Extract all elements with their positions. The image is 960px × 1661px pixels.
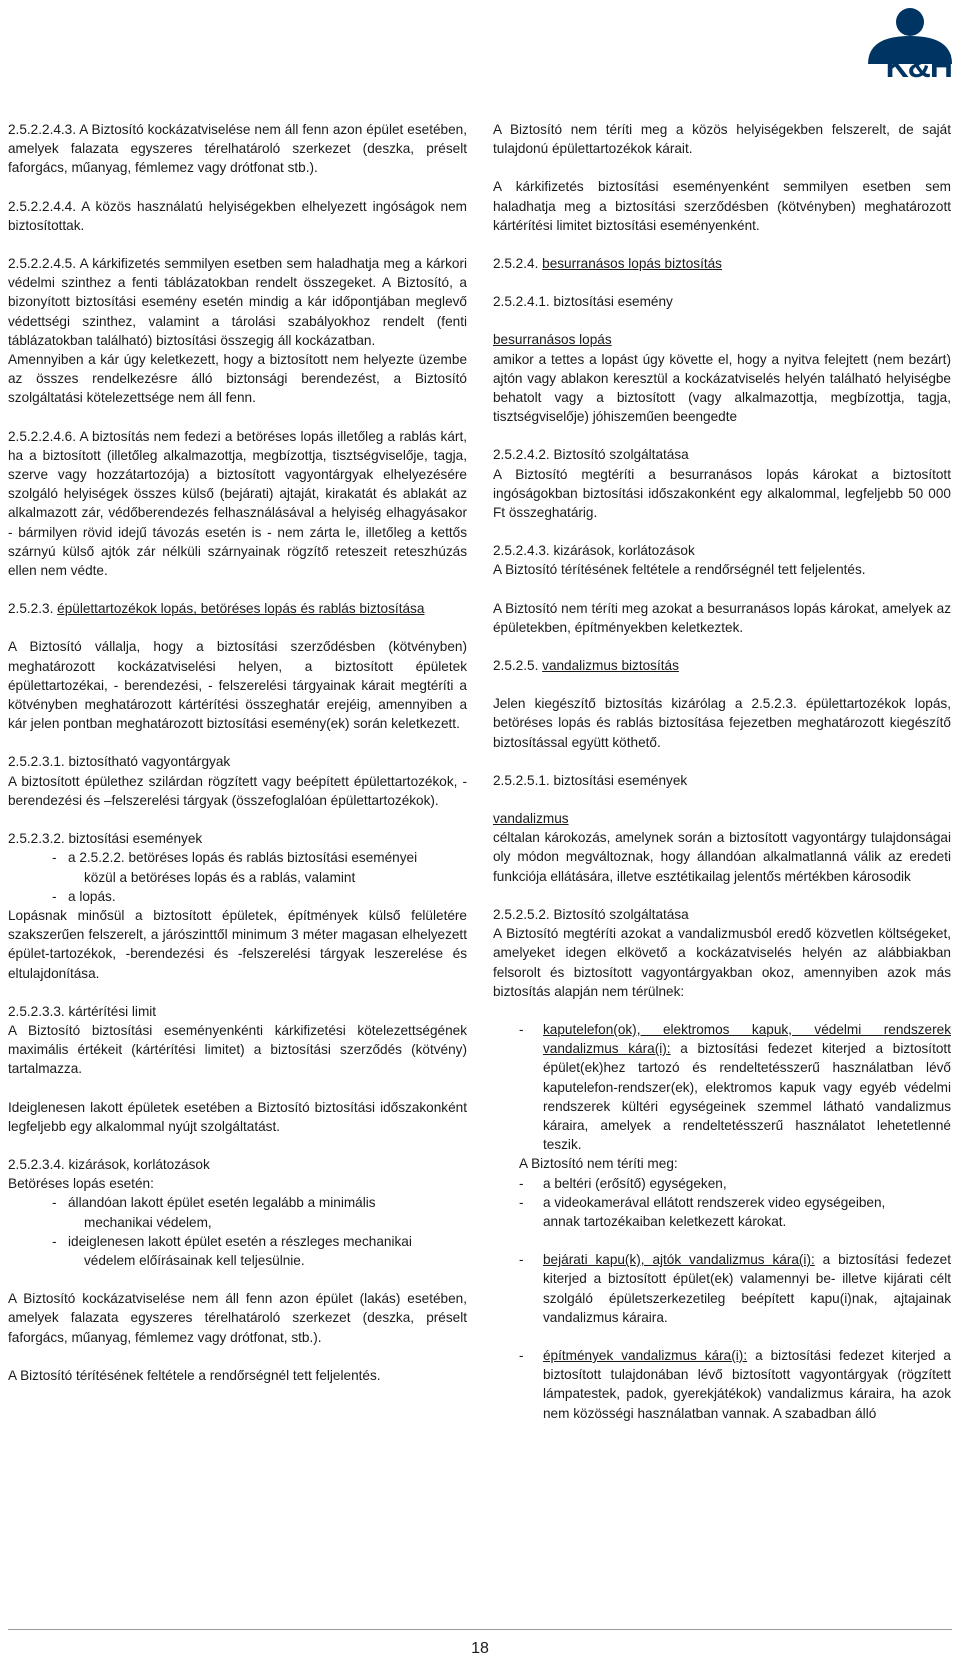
term: besurranásos lopás bbox=[493, 332, 612, 348]
list-item-continuation: mechanikai védelem, bbox=[84, 1214, 212, 1230]
subsection-heading: 2.5.2.4.1. biztosítási esemény bbox=[493, 294, 673, 310]
bullet-item bbox=[493, 1250, 951, 1327]
paragraph: A Biztosító biztosítási eseményenkénti kárkifizetési kötelezettségének maximális értékeit (kártérítési limitet) a biztosítási szerződés (kötvény) tartalmazza. bbox=[8, 1022, 467, 1077]
subsection-heading: 2.5.2.3.1. biztosítható vagyontárgyak bbox=[8, 754, 231, 770]
list-item: - a lopás. bbox=[8, 887, 467, 906]
logo-text: K&H bbox=[885, 48, 952, 84]
bullet-term: bejárati kapu(k), ajtók vandalizmus kára(i): bbox=[543, 1252, 815, 1268]
paragraph: 2.5.2.2.4.5. A kárkifizetés semmilyen esetben sem haladhatja meg a kárkori védelmi szinthez a fenti táblázatokban rendelt összegeket. A Biztosító, a bizonyított biztosítási esemény esetén mindig a kár időpontjában meglevő védettségi szinthez, valamint a tárolási szabályokhoz rendelt (fenti táblázatokban található) biztosítási összegig áll kockázatban. bbox=[8, 256, 467, 348]
right-column bbox=[493, 120, 951, 1423]
list-item-continuation: közül a betöréses lopás és a rablás, valamint bbox=[84, 869, 356, 885]
subsection-heading: 2.5.2.3.4. kizárások, korlátozások bbox=[8, 1156, 210, 1172]
dash: - bbox=[52, 850, 57, 866]
subsection-heading: 2.5.2.3.2. biztosítási események bbox=[8, 831, 203, 847]
paragraph: A Biztosító nem téríti meg: bbox=[519, 1156, 678, 1172]
section-title: besurranásos lopás biztosítás bbox=[542, 256, 722, 272]
section-number: 2.5.2.5. bbox=[493, 658, 539, 674]
paragraph: A Biztosító vállalja, hogy a biztosítási szerződésben (kötvényben) meghatározott kockázatviselési helyen, a biztosított épületek épülettartozékai, - berendezési, - felszerelési tárgyainak kárait megtéríti a kötvényben meghatározott kártérítési összeghatár erejéig, amennyiben a kár jelen pontban meghatározott biztosítási esemény(ek) során keletkezett. bbox=[8, 639, 467, 732]
bullet-dash: - bbox=[519, 1347, 524, 1363]
bullet-term: építmények vandalizmus kára(i): bbox=[543, 1347, 748, 1363]
list-item-continuation: annak tartozékaiban keletkezett károkat. bbox=[543, 1213, 787, 1229]
section-number: 2.5.2.3. bbox=[8, 601, 54, 617]
paragraph: amikor a tettes a lopást úgy követte el, hogy a nyitva felejtett (nem bezárt) ajtón vagy ablakon keresztül a kockázatviselés helyén található helyiségbe behatolt vagy a biztosított (vagy alkalmazottja, megbízottja, tagja, tisztségviselője) jóhiszeműen beengedte bbox=[493, 351, 951, 425]
paragraph: Betöréses lopás esetén: bbox=[8, 1176, 154, 1192]
paragraph: céltalan károkozás, amelynek során a biztosított vagyontárgy tulajdonságai oly módon megváltoznak, hogy állandóan alkalmatlanná válik az eredeti funkciója ellátására, illetve esztétikailag jelentős mértékben károsodik bbox=[493, 830, 951, 884]
bullet-text: a biztosítási fedezet kiterjed a biztosított épület(ek)hez tartozó és rendeltetésszerű használatban lévő kaputelefon-rendszer(ek), elektromos kapuk vagy egyéb védelmi rendszerek kültéri egységeinek szemmel látható vandalizmus káraira, amelyek a rendeltetésszerű használatot lehetetlenné teszik. bbox=[543, 1041, 951, 1153]
dash: - bbox=[52, 888, 57, 904]
paragraph: 2.5.2.2.4.3. A Biztosító kockázatviselése nem áll fenn azon épület esetében, amelyek falazata egyszeres térelhatároló szerkezet (deszka, préselt faforgács, műanyag, fémlemez vagy drótfonat stb.). bbox=[8, 122, 467, 176]
paragraph: Amennyiben a kár úgy keletkezett, hogy a biztosított nem helyezte üzembe az összes rendelkezésre álló biztonsági berendezést, a Biztosító szolgáltatási kötelezettsége nem áll fenn. bbox=[8, 352, 467, 406]
bullet-text: a biztosítási fedezet kiterjed a biztosított tulajdonában lévő biztosított vagyontárgyak (rögzített lámpatestek, padok, gyerekjátékok) vandalizmus káraira, ha azok nem közösségi használatban vannak. A szabadban álló bbox=[543, 1347, 951, 1421]
bullet-term: kaputelefon(ok), elektromos kapuk, védelmi rendszerek vandalizmus kára(i): bbox=[543, 1021, 951, 1057]
list-item: - a beltéri (erősítő) egységeken, bbox=[493, 1174, 951, 1193]
paragraph: A Biztosító nem téríti meg a közös helyiségekben felszerelt, de saját tulajdonú épülettartozékok kárait. bbox=[493, 122, 951, 157]
list-item-continuation: védelem előírásainak kell teljesülnie. bbox=[84, 1252, 305, 1268]
paragraph: Ideiglenesen lakott épületek esetében a Biztosító biztosítási időszakonként legfeljebb egy alkalommal nyújt szolgáltatást. bbox=[8, 1099, 467, 1134]
subsection-heading: 2.5.2.4.2. Biztosító szolgáltatása bbox=[493, 447, 689, 463]
paragraph: 2.5.2.2.4.4. A közös használatú helyiségekben elhelyezett ingóságok nem biztosítottak. bbox=[8, 198, 467, 233]
dash: - bbox=[519, 1175, 524, 1191]
section-title: vandalizmus biztosítás bbox=[542, 658, 679, 674]
paragraph: A Biztosító térítésének feltétele a rendőrségnél tett feljelentés. bbox=[493, 562, 866, 578]
section-number: 2.5.2.4. bbox=[493, 256, 539, 272]
subsection-heading: 2.5.2.3.3. kártérítési limit bbox=[8, 1003, 157, 1019]
dash: - bbox=[52, 1195, 57, 1211]
subsection-heading: 2.5.2.4.3. kizárások, korlátozások bbox=[493, 543, 695, 559]
section-title: épülettartozékok lopás, betöréses lopás és rablás biztosítása bbox=[57, 601, 425, 617]
list-item: - ideiglenesen lakott épület esetén a részleges mechanikai bbox=[8, 1232, 467, 1251]
paragraph: A Biztosító nem téríti meg azokat a besurranásos lopás károkat, amelyek az épületekben, építményekben keletkeztek. bbox=[493, 600, 951, 635]
section-heading bbox=[493, 656, 951, 675]
paragraph: A Biztosító megtéríti azokat a vandalizmusból eredő közvetlen költségeket, amelyeket idegen elkövető a kockázatviselés helyén az alábbiakban felsorolt és biztosított vagyontárgyakban okoz, amennyiben azok más biztosítás alapján nem térülnek: bbox=[493, 926, 951, 999]
term: vandalizmus bbox=[493, 811, 569, 827]
paragraph: A Biztosító térítésének feltétele a rendőrségnél tett feljelentés. bbox=[8, 1367, 381, 1383]
subsection-heading: 2.5.2.5.1. biztosítási események bbox=[493, 772, 688, 788]
exclusion-block bbox=[493, 1154, 951, 1173]
left-column bbox=[8, 120, 467, 1385]
list-item: - állandóan lakott épület esetén legalább a minimális bbox=[8, 1193, 467, 1212]
dash: - bbox=[52, 1233, 57, 1249]
paragraph: Lopásnak minősül a biztosított épületek, építmények külső felületére szakszerűen felszerelt, a járószinttől minimum 3 méter magasan elhelyezett épület-tartozékok, -berendezési és -felszerelési tárgyak leszerelése és eltulajdonítása. bbox=[8, 907, 467, 981]
paragraph: A Biztosító kockázatviselése nem áll fenn azon épület (lakás) esetében, amelyek falazata egyszeres térelhatároló szerkezet (deszka, préselt faforgács, műanyag, fémlemez vagy drótfonat, stb.). bbox=[8, 1291, 467, 1345]
paragraph: 2.5.2.2.4.6. A biztosítás nem fedezi a betöréses lopás illetőleg a rablás kárt, ha a biztosított (illetőleg alkalmazottja, megbízottja, tisztségviselője, tagja, szerve vagy hozzátartozója) a biztosított vagyontárgyak elhelyezésére szolgáló helyiségek összes külső (bejárati) ajtaját, kirakatát és ablakát az alkalmazott zár, védőberendezés felhasználásával a helyiség elhagyásakor - bármilyen rövid idejű távozás esetén is - nem zárta le, illetőleg a kettős szárnyú külső ajtók zár nélküli szárnyainak rögzítő reteszeit reteszhúzás ellen nem védte. bbox=[8, 428, 467, 579]
bullet-dash: - bbox=[519, 1021, 524, 1037]
section-heading bbox=[493, 254, 951, 273]
list-item: - a 2.5.2.2. betöréses lopás és rablás biztosítási eseményei bbox=[8, 848, 467, 867]
list-item: - a videokamerával ellátott rendszerek video egységeiben, bbox=[493, 1193, 951, 1212]
subsection-heading: 2.5.2.5.2. Biztosító szolgáltatása bbox=[493, 906, 689, 922]
paragraph: A Biztosító megtéríti a besurranásos lopás károkat a biztosított ingóságokban biztosítási időszakonként egy alkalommal, legfeljebb 50 000 Ft összeghatárig. bbox=[493, 466, 951, 521]
bullet-item bbox=[493, 1346, 951, 1423]
kh-logo bbox=[820, 0, 960, 96]
dash: - bbox=[519, 1194, 524, 1210]
paragraph: A kárkifizetés biztosítási eseményenként semmilyen esetben sem haladhatja meg a biztosítási szerződésben (kötvényben) meghatározott kártérítési limitet biztosítási eseményenként. bbox=[493, 179, 951, 233]
paragraph: Jelen kiegészítő biztosítás kizárólag a 2.5.2.3. épülettartozékok lopás, betöréses lopás és rablás biztosítása fejezetben meghatározott kiegészítő biztosítással együtt köthető. bbox=[493, 696, 951, 750]
bullet-item bbox=[493, 1020, 951, 1154]
footer-divider bbox=[8, 1629, 952, 1630]
page-number: 18 bbox=[471, 1640, 489, 1657]
paragraph: A biztosított épülethez szilárdan rögzített vagy beépített épülettartozékok, -berendezési és –felszerelési tárgyak (összefoglalóan épülettartozékok). bbox=[8, 773, 467, 808]
section-heading bbox=[8, 599, 467, 618]
bullet-dash: - bbox=[519, 1252, 524, 1268]
bullet-text: a biztosítási fedezet kiterjed a biztosított épület(ek) valamennyi be- illetve kijárati célt szolgáló épületszerkezetileg beépített kapu(i)nak, ajtajainak vandalizmus káraira. bbox=[543, 1252, 951, 1325]
